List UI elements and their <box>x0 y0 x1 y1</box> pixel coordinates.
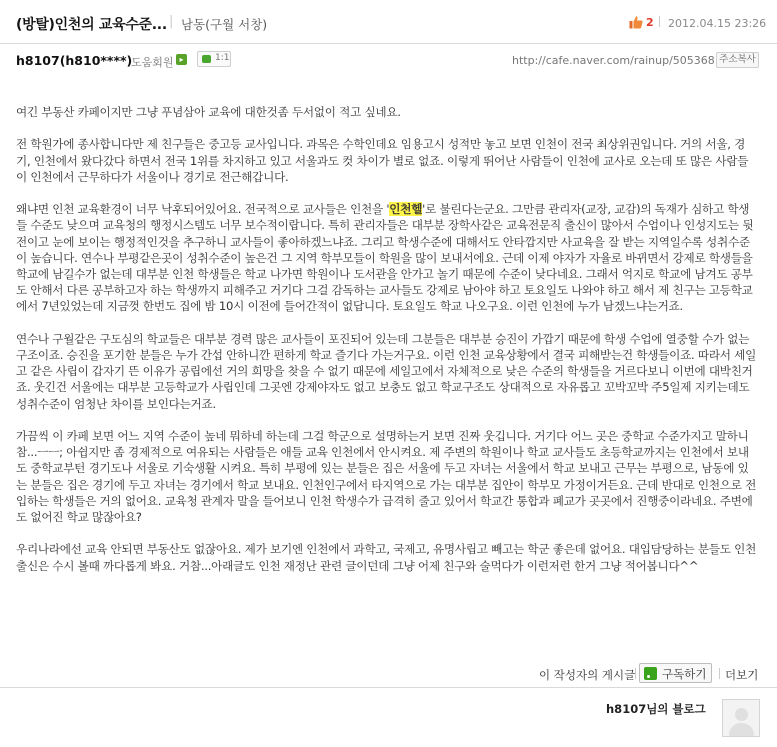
author-posts-link[interactable]: 이 작성자의 게시글 <box>539 668 636 682</box>
avatar-placeholder-icon <box>735 708 748 721</box>
member-grade: 도움회원 <box>131 56 174 69</box>
post-body <box>16 104 758 590</box>
footer-divider-2 <box>719 668 720 679</box>
avatar-placeholder-body <box>729 723 754 737</box>
paragraph-2: 전 학원가에 종사합니다만 제 친구들은 중고등 교사입니다. 과목은 수학인데요 임용고시 성적만 놓고 보면 인천이 전국 최상위권입니다. 거의 서울, 경기, 인천에서 왔다갔다 하면서 전국 1위를 차지하고 있고 서울과도 컷 차이가 별로 없죠. 이렇게 뛰어난 사람들이 인천에 교사로 오는데 또 많은 사람들이 인천에서 근무하다가 서울이나 경기로 전근해갑니다. <box>16 137 749 184</box>
paragraph-4: 연수나 구월같은 구도심의 학교들은 대부분 경력 많은 교사들이 포진되어 있는데 그분들은 대부분 승진이 가깝기 때문에 학생 수업에 열중할 수가 없는 구조이죠. 승진을 포기한 분들은 누가 간섭 안하니깐 편하게 학교 즐기다 가는거구요. 이런 인천 교육상황에서 결국 피해받는건 학생들이죠. 따라서 세일고 같은 사립이 갑자기 뜬 이유가 공립에선 거의 희망을 찾을 수 없기 때문에 세일고에서 자체적으로 낮은 수준의 학생들을 거르다보니 이번에 대박친거죠. 웃긴건 서울에는 대부분 고등학교가 사립인데 그곳엔 강제야자도 없고 보충도 없고 학교구조도 상대적으로 자유롭고 꼬박꼬박 주5일제 지키는데도 성취수준이 엄청난 차이를 보인다는거죠. <box>16 331 757 411</box>
more-link[interactable]: 더보기 <box>725 668 759 682</box>
footer-divider <box>635 668 636 679</box>
board-name-link[interactable]: 남동(구월 서창) <box>181 17 268 32</box>
thumbs-up-icon <box>629 15 643 29</box>
chat-label: 1:1 <box>215 53 230 63</box>
avatar[interactable] <box>722 699 760 737</box>
subscribe-button[interactable] <box>639 663 712 683</box>
date-divider <box>659 16 660 27</box>
rss-icon <box>644 667 657 680</box>
highlighted-term: 인천헬 <box>389 202 423 217</box>
paragraph-6: 우리나라에선 교육 안되면 부동산도 없잖아요. 제가 보기엔 인천에서 과학고, 국제고, 유명사립고 빼고는 학군 좋은데 없어요. 대입담당하는 분들도 인천 출신은 수시 볼때 까다롭게 봐요. 거참...아래글도 인천 재정난 관련 글이던데 그냥 어제 친구와 술먹다가 이런저런 한거 그냥 적어봅니다^^ <box>16 542 757 573</box>
post-footer-bar <box>0 662 777 688</box>
paragraph-3-rest: '로 불린다는군요. 그만큼 관리자(교장, 교감)의 독재가 심하고 학생들 수준도 낮으며 교육청의 행정시스템도 너무 보수적이랍니다. 특히 관리자들은 대부분 장학사같은 교육전문직 출신이 많아서 수업이나 인성지도는 뒷전이고 눈에 보이는 행정적인것을 추구하니 교사들이 좋아하겠느냐죠. 그리고 학생수준에 대해서도 안타깝지만 사교육을 잘 받는 지역일수록 성취수준이 높습니다. 연수나 부평같은곳이 성취수준이 높은건 그 지역 학부모들이 학원을 많이 보내서에요. 근데 이제 야자가 자율로 바뀌면서 강제로 학생들을 학교에 남길수가 없는데 대부분 인천 학생들은 학교 나가면 학원이나 도서관을 안가고 놀기 때문에 수준이 낮다네요. 그래서 억지로 학교에 남겨도 공부도 안해서 다른 공부하고자 하는 학생까지 피해주고 거기다 그걸 감독하는 교사들도 강제로 남아야 하고 토요일도 나와야 하고 해서 제 친구는 고등학교에서 7년있었는데 지금껏 한번도 집에 밤 10시 이전에 들어간적이 없답니다. 토요일도 학교 나오구요. 이런 인천에 누가 남겠느냐는거죠. <box>16 202 754 314</box>
author-name[interactable]: h8107(h810****) <box>16 53 133 68</box>
post-title[interactable]: (방탈)인천의 교육수준... <box>16 17 167 33</box>
subscribe-label: 구독하기 <box>662 667 707 681</box>
post-header <box>0 0 777 44</box>
post-url[interactable]: http://cafe.naver.com/rainup/505368 <box>512 54 715 67</box>
paragraph-3-start: 왜냐면 인천 교육환경이 너무 낙후되어있어요. 전국적으로 교사들은 인천을 ' <box>16 202 390 217</box>
author-row <box>0 44 777 76</box>
paragraph-5: 가끔씩 이 카페 보면 어느 지역 수준이 높네 뭐하네 하는데 그걸 학군으로 설명하는거 보면 진짜 웃깁니다. 거기다 어느 곳은 중학교 수준가지고 말하니 참...ㅡㅡ; 아쉽지만 좀 경제적으로 여유되는 사람들은 애들 교육 인천에서 안시켜요. 제 주변의 학원이나 학교 교사들도 초등학교까지는 인천에서 보내도 중학교부턴 경기도나 서울로 기숙생활 시켜요. 특히 부평에 있는 분들은 집은 서울에 두고 자녀는 서울에서 학교 보내고 근무는 부평으로, 남동에 있는 분들은 집은 경기에 두고 자녀는 경기에서 학교 보내요. 인천인구에서 타지역으로 가는 대부분 집안이 학부모 가정이거든요. 근데 반대로 인천으로 전입하는 학생들은 거의 없어요. 교육청 관계자 말을 들어보니 인천 학생수가 급격히 줄고 있어서 학교간 통합과 폐교가 곳곳에서 진행중이라네요. 주변에도 없어진 학교 많잖아요? <box>16 429 757 525</box>
like-count: 2 <box>646 16 654 29</box>
chat-bubble-icon <box>202 55 211 63</box>
blog-link[interactable]: h8107님의 블로그 <box>606 702 706 716</box>
title-divider: | <box>169 14 174 29</box>
one-to-one-chat-button[interactable] <box>197 51 231 67</box>
grade-level-icon: ▸ <box>176 54 187 65</box>
copy-address-button[interactable]: 주소복사 <box>716 52 759 68</box>
paragraph-3 <box>16 201 758 314</box>
post-date: 2012.04.15 23:26 <box>668 17 767 30</box>
paragraph-1: 여긴 부동산 카페이지만 그냥 푸념삼아 교육에 대한것좀 두서없이 적고 싶네요. <box>16 105 401 119</box>
